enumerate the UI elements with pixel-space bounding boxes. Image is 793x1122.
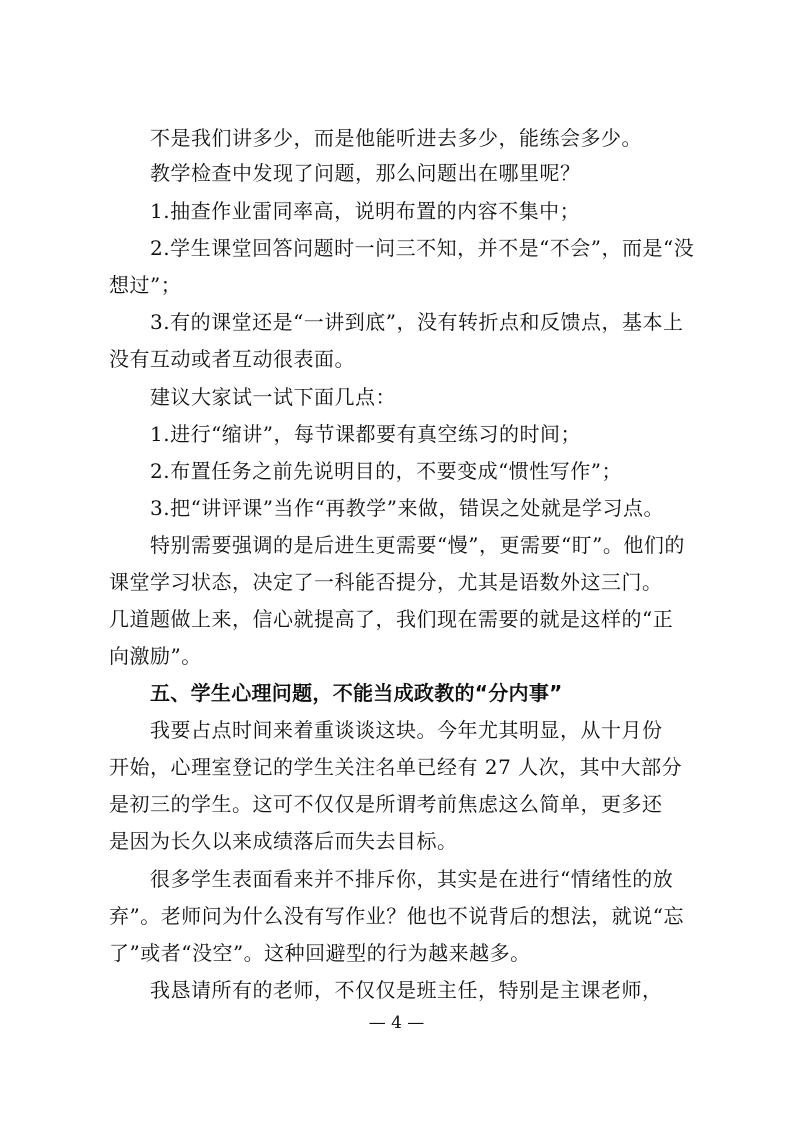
paragraph-line: 课堂学习状态，决定了一科能否提分，尤其是语数外这三门。 [109, 570, 663, 594]
paragraph-line: 没有互动或者互动很表面。 [109, 347, 355, 371]
list-item: 2.学生课堂回答问题时一问三不知，并不是“不会”，而是“没 [150, 236, 695, 260]
paragraph-line: 我要占点时间来着重谈谈这块。今年尤其明显，从十月份 [150, 718, 663, 742]
paragraph-line: 想过”； [109, 273, 182, 297]
list-item: 1.进行“缩讲”，每节课都要有真空练习的时间； [150, 422, 582, 446]
list-item: 1.抽查作业雷同率高，说明布置的内容不集中； [150, 199, 581, 223]
paragraph-line: 不是我们讲多少，而是他能听进去多少，能练会多少。 [150, 126, 642, 150]
list-item: 3.有的课堂还是“一讲到底”，没有转折点和反馈点，基本上 [150, 310, 684, 334]
paragraph-line: 是因为长久以来成绩落后而失去目标。 [109, 829, 458, 853]
paragraph-line: 是初三的学生。这可不仅仅是所谓考前焦虑这么简单，更多还 [109, 792, 663, 816]
paragraph-line: 几道题做上来，信心就提高了，我们现在需要的就是这样的“正 [109, 607, 674, 631]
list-item: 2.布置任务之前先说明目的，不要变成“惯性写作”； [150, 459, 623, 483]
paragraph-line: 了”或者“没空”。这种回避型的行为越来越多。 [109, 941, 531, 965]
paragraph-line: 我恳请所有的老师，不仅仅是班主任，特别是主课老师， [150, 978, 663, 1002]
paragraph-line: 特别需要强调的是后进生更需要“慢”，更需要“盯”。他们的 [150, 533, 685, 557]
section-heading: 五、学生心理问题，不能当成政教的“分内事” [150, 681, 563, 705]
paragraph-line: 开始，心理室登记的学生关注名单已经有 27 人次，其中大部分 [109, 755, 683, 779]
paragraph-line: 教学检查中发现了问题，那么问题出在哪里呢？ [150, 161, 581, 185]
page-number: — 4 — [368, 1013, 425, 1033]
paragraph-line: 很多学生表面看来并不排斥你，其实是在进行“情绪性的放 [150, 867, 674, 891]
paragraph-line: 建议大家试一试下面几点： [150, 385, 396, 409]
list-item: 3.把“讲评课”当作“再教学”来做，错误之处就是学习点。 [150, 496, 664, 520]
paragraph-line: 弃”。老师问为什么没有写作业？他也不说背后的想法，就说“忘 [109, 904, 684, 928]
paragraph-line: 向激励”。 [109, 644, 202, 668]
